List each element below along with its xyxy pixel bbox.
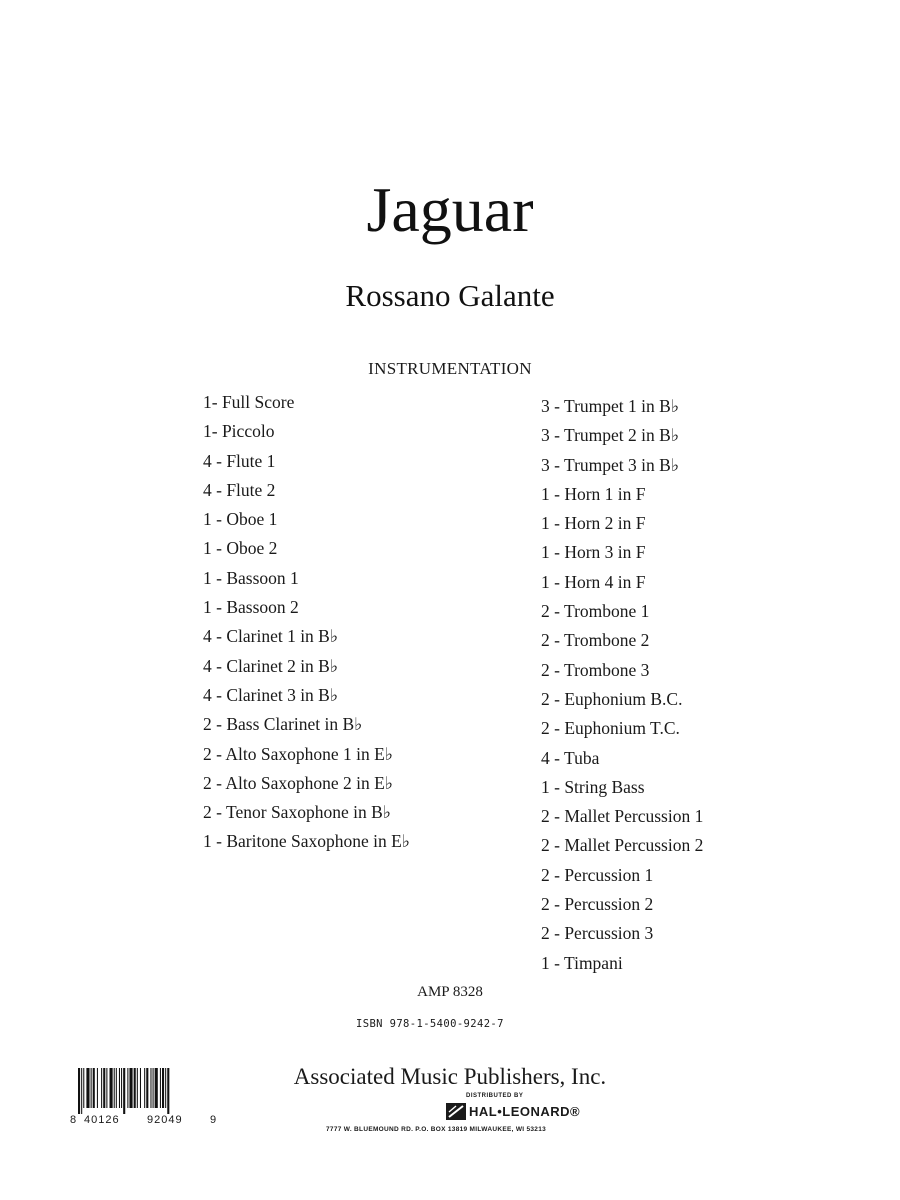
catalog-number: AMP 8328 bbox=[417, 984, 483, 1000]
part-item: 1 - Horn 2 in F bbox=[541, 513, 646, 534]
part-item: 1- Piccolo bbox=[203, 421, 275, 442]
instrumentation-heading: INSTRUMENTATION bbox=[368, 359, 532, 378]
parts-list-left bbox=[203, 390, 410, 859]
part-item: 1 - Oboe 2 bbox=[203, 538, 278, 559]
distributor-address: 7777 W. BLUEMOUND RD. P.O. BOX 13819 MILWAUKEE, WI 53213 bbox=[326, 1126, 547, 1133]
part-item: 1 - Oboe 1 bbox=[203, 509, 278, 530]
part-item: 3 - Trumpet 1 in B♭ bbox=[541, 396, 680, 416]
part-item: 3 - Trumpet 2 in B♭ bbox=[541, 425, 680, 446]
part-item: 2 - Bass Clarinet in B♭ bbox=[203, 714, 363, 735]
isbn-number: ISBN 978-1-5400-9242-7 bbox=[356, 1018, 504, 1030]
part-item: 1 - String Bass bbox=[541, 776, 645, 797]
hal-leonard-logo bbox=[446, 1101, 580, 1121]
part-item: 4 - Clarinet 1 in B♭ bbox=[203, 626, 339, 647]
part-item: 2 - Percussion 2 bbox=[541, 894, 654, 915]
part-item: 1 - Horn 1 in F bbox=[541, 483, 646, 504]
part-item: 2 - Trombone 3 bbox=[541, 659, 650, 680]
part-item: 2 - Percussion 3 bbox=[541, 923, 654, 944]
part-item: 2 - Euphonium B.C. bbox=[541, 688, 683, 709]
part-item: 2 - Alto Saxophone 2 in E♭ bbox=[203, 772, 394, 793]
distributed-by-label: DISTRIBUTED BY bbox=[466, 1093, 524, 1099]
part-item: 1 - Horn 4 in F bbox=[541, 571, 646, 592]
part-item: 4 - Tuba bbox=[541, 747, 600, 768]
part-item: 2 - Trombone 1 bbox=[541, 601, 650, 622]
part-item: 2 - Euphonium T.C. bbox=[541, 718, 680, 739]
distributor-name: HAL•LEONARD® bbox=[469, 1103, 581, 1119]
part-item: 1 - Bassoon 1 bbox=[203, 567, 299, 588]
part-item: 2 - Mallet Percussion 1 bbox=[541, 806, 704, 827]
barcode-digits-right: 92049 bbox=[147, 1114, 183, 1126]
part-item: 2 - Alto Saxophone 1 in E♭ bbox=[203, 743, 394, 764]
parts-list-right bbox=[541, 394, 703, 980]
part-item: 1 - Timpani bbox=[541, 952, 623, 973]
hal-leonard-mark-icon bbox=[446, 1103, 466, 1120]
part-item: 4 - Clarinet 3 in B♭ bbox=[203, 684, 339, 705]
part-item: 2 - Trombone 2 bbox=[541, 630, 650, 651]
publisher-name: Associated Music Publishers, Inc. bbox=[293, 1064, 607, 1089]
part-item: 4 - Flute 2 bbox=[203, 479, 276, 500]
part-item: 1 - Bassoon 2 bbox=[203, 597, 299, 618]
barcode-digit-last: 9 bbox=[210, 1114, 217, 1126]
piece-title: Jaguar bbox=[366, 174, 534, 245]
barcode-digit-first: 8 bbox=[70, 1114, 77, 1126]
part-item: 2 - Mallet Percussion 2 bbox=[541, 835, 704, 856]
composer-name: Rossano Galante bbox=[345, 278, 555, 313]
part-item: 4 - Flute 1 bbox=[203, 450, 276, 471]
barcode-digits bbox=[70, 1114, 220, 1128]
part-item: 2 - Percussion 1 bbox=[541, 864, 654, 885]
part-item: 4 - Clarinet 2 in B♭ bbox=[203, 655, 339, 676]
part-item: 1 - Baritone Saxophone in E♭ bbox=[203, 831, 411, 852]
part-item: 3 - Trumpet 3 in B♭ bbox=[541, 454, 680, 475]
barcode-digits-left: 40126 bbox=[84, 1114, 120, 1126]
part-item: 2 - Tenor Saxophone in B♭ bbox=[203, 802, 392, 823]
part-item: 1- Full Score bbox=[203, 392, 295, 412]
part-item: 1 - Horn 3 in F bbox=[541, 542, 646, 563]
